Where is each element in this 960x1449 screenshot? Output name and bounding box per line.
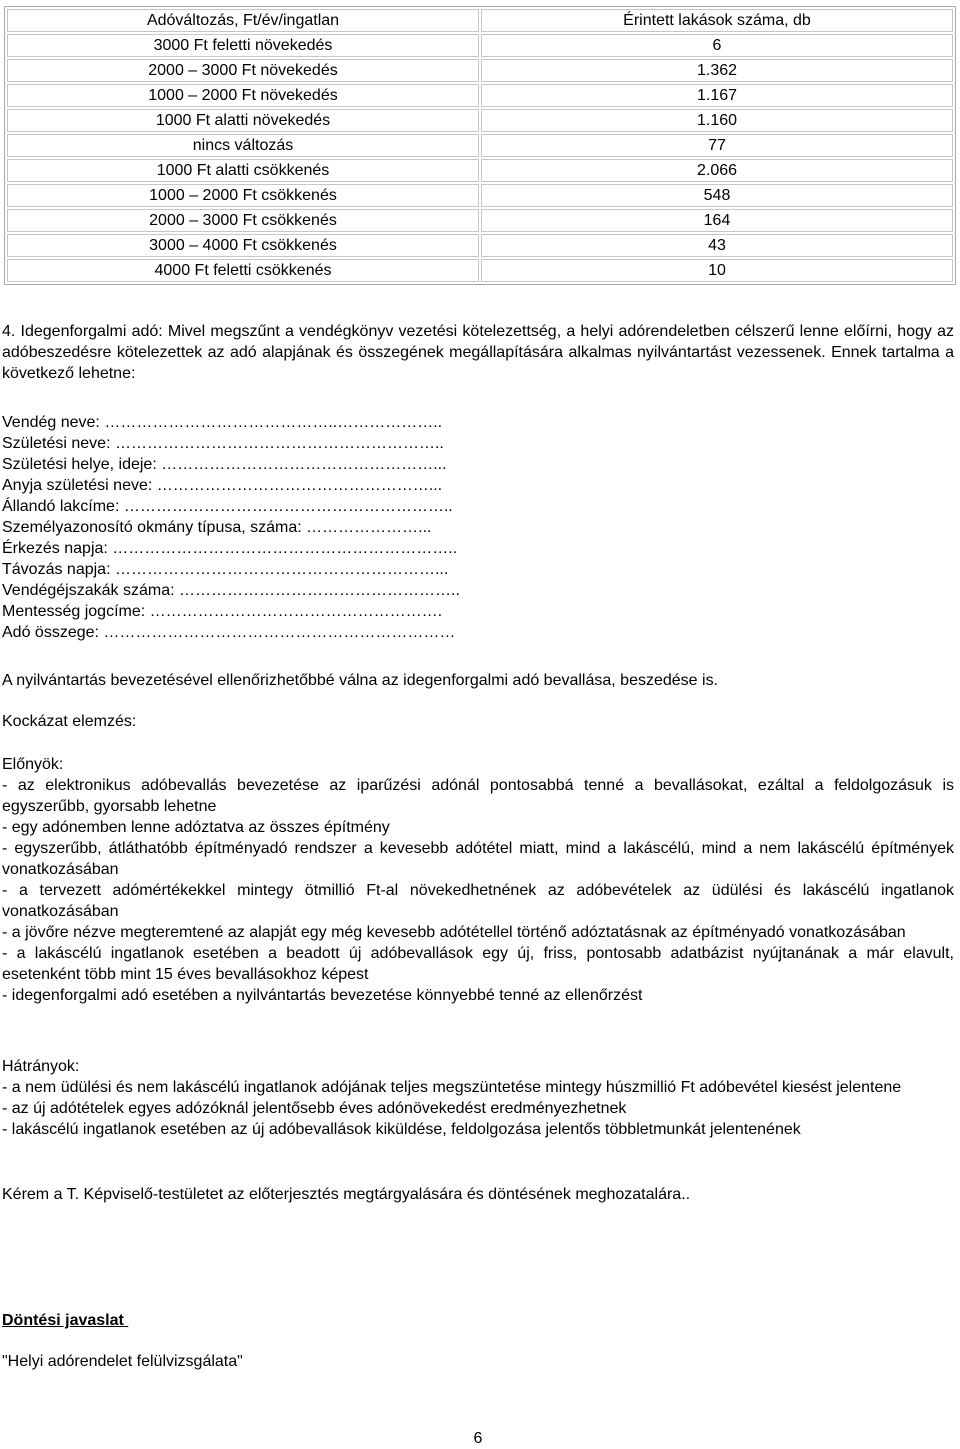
register-field-line: Születési helye, ideje: ……………………………………………... [2, 456, 447, 473]
register-conclusion [2, 670, 954, 691]
request-paragraph [2, 1184, 954, 1205]
count-cell: 6 [481, 34, 953, 57]
count-cell: 1.362 [481, 59, 953, 82]
pros-title [2, 754, 954, 775]
change-cell: 1000 Ft alatti növekedés [7, 109, 479, 132]
pros-heading: Előnyök: [2, 756, 64, 773]
pros-item: - a jövőre nézve megteremtené az alapját egy még kevesebb adótétellel történő adóztatásnak az építményadó vonatkozásában [2, 924, 906, 941]
cons-item: - a nem üdülési és nem lakáscélú ingatlanok adójának teljes megszüntetése mintegy húszmillió Ft adóbevétel kiesést jelentene [2, 1079, 902, 1096]
register-field-line: Távozás napja: ……………………………………………………... [2, 561, 449, 578]
decision-title: Döntési javaslat [2, 1312, 124, 1329]
table-row [7, 159, 953, 182]
tourism-tax-paragraph: 4. Idegenforgalmi adó: Mivel megszűnt a vendégkönyv vezetési kötelezettség, a helyi adórendeletben célszerű lenne előírni, hogy az adóbeszedésre kötelezettek az adó alapjának és összegének megállapítására alkalmas nyilvántartást vezessenek. Ennek tartalma a következő lehetne: [2, 323, 954, 382]
change-cell: 3000 – 4000 Ft csökkenés [7, 234, 479, 257]
register-field-line: Vendégéjszakák száma: …………………………………………….. [2, 582, 460, 599]
decision-proposal-title [2, 1310, 954, 1331]
register-field-line: Vendég neve: ……………………………………..……………….. [2, 414, 443, 431]
decision-proposal-text [2, 1351, 954, 1372]
change-cell: 4000 Ft feletti csökkenés [7, 259, 479, 282]
change-cell: Adóváltozás, Ft/év/ingatlan [7, 9, 479, 32]
cons-item: - lakáscélú ingatlanok esetében az új adóbevallások kiküldése, feldolgozása jelentős többletmunkát jelentenének [2, 1121, 801, 1138]
pros-item: - a lakáscélú ingatlanok esetében a beadott új adóbevallások egy új, friss, pontosabb adatbázist nyújtanának a már elavult, esetenként több mint 15 éves bevallásokhoz képest [2, 945, 954, 983]
risk-title: Kockázat elemzés: [2, 713, 137, 730]
tax-change-table [4, 6, 956, 285]
register-field-line: Mentesség jogcíme: ………………………………………………. [2, 603, 443, 620]
table-header-row [7, 9, 953, 32]
count-cell: 164 [481, 209, 953, 232]
risk-analysis-title [2, 711, 954, 732]
pros-item: - a tervezett adómértékekkel mintegy ötmillió Ft-al növekedhetnének az adóbevételek az üdülési és lakáscélú ingatlanok vonatkozásában [2, 882, 954, 920]
request-text: Kérem a T. Képviselő-testületet az előterjesztés megtárgyalására és döntésének meghozatalára.. [2, 1186, 691, 1203]
pros-item: - idegenforgalmi adó esetében a nyilvántartás bevezetése könnyebbé tenné az ellenőrzést [2, 987, 643, 1004]
table-row [7, 134, 953, 157]
register-field-line: Állandó lakcíme: …………………………………………………….. [2, 498, 453, 515]
cons-item: - az új adótételek egyes adózóknál jelentősebb éves adónövekedést eredményezhetnek [2, 1100, 627, 1117]
page-number: 6 [473, 1430, 483, 1447]
section-4-paragraph [2, 321, 954, 384]
change-cell: 1000 – 2000 Ft növekedés [7, 84, 479, 107]
register-field-line: Érkezés napja: ……………………………………………………….. [2, 540, 458, 557]
table-row [7, 109, 953, 132]
register-field-line: Anyja születési neve: ……………………………………………... [2, 477, 443, 494]
change-cell: 1000 Ft alatti csökkenés [7, 159, 479, 182]
table-row [7, 259, 953, 282]
pros-item: - az elektronikus adóbevallás bevezetése az iparűzési adónál pontosabbá tenné a bevallásokat, ezáltal a feldolgozásuk is egyszerűbb, gyorsabb lehetne [2, 777, 954, 815]
conclusion-text: A nyilvántartás bevezetésével ellenőrizhetőbbé válna az idegenforgalmi adó bevallása, beszedése is. [2, 672, 719, 689]
change-cell: nincs változás [7, 134, 479, 157]
table-row [7, 184, 953, 207]
cons-heading: Hátrányok: [2, 1058, 80, 1075]
register-field-line: Születési neve: …………………………………………………….. [2, 435, 444, 452]
register-field-line: Személyazonosító okmány típusa, száma: …………………... [2, 519, 432, 536]
change-cell: 3000 Ft feletti növekedés [7, 34, 479, 57]
count-cell: 1.167 [481, 84, 953, 107]
cons-list [2, 1077, 954, 1140]
change-cell: 1000 – 2000 Ft csökkenés [7, 184, 479, 207]
count-cell: 2.066 [481, 159, 953, 182]
count-cell: 77 [481, 134, 953, 157]
count-cell: 43 [481, 234, 953, 257]
pros-item: - egy adónemben lenne adóztatva az összes építmény [2, 819, 390, 836]
decision-text: "Helyi adórendelet felülvizsgálata" [2, 1353, 243, 1370]
table-row [7, 234, 953, 257]
pros-item: - egyszerűbb, átláthatóbb építményadó rendszer a kevesebb adótétel miatt, mind a lakáscélú, mind a nem lakáscélú építmények vonatkozásában [2, 840, 954, 878]
count-cell: 548 [481, 184, 953, 207]
table-row [7, 84, 953, 107]
count-cell: Érintett lakások száma, db [481, 9, 953, 32]
count-cell: 10 [481, 259, 953, 282]
table-row [7, 59, 953, 82]
change-cell: 2000 – 3000 Ft csökkenés [7, 209, 479, 232]
guest-register-fields [2, 412, 954, 643]
count-cell: 1.160 [481, 109, 953, 132]
cons-title [2, 1056, 954, 1077]
pros-list [2, 775, 954, 1006]
table-row [7, 34, 953, 57]
change-cell: 2000 – 3000 Ft növekedés [7, 59, 479, 82]
table-row [7, 209, 953, 232]
register-field-line: Adó összege: ………………………………………………………… [2, 624, 456, 641]
